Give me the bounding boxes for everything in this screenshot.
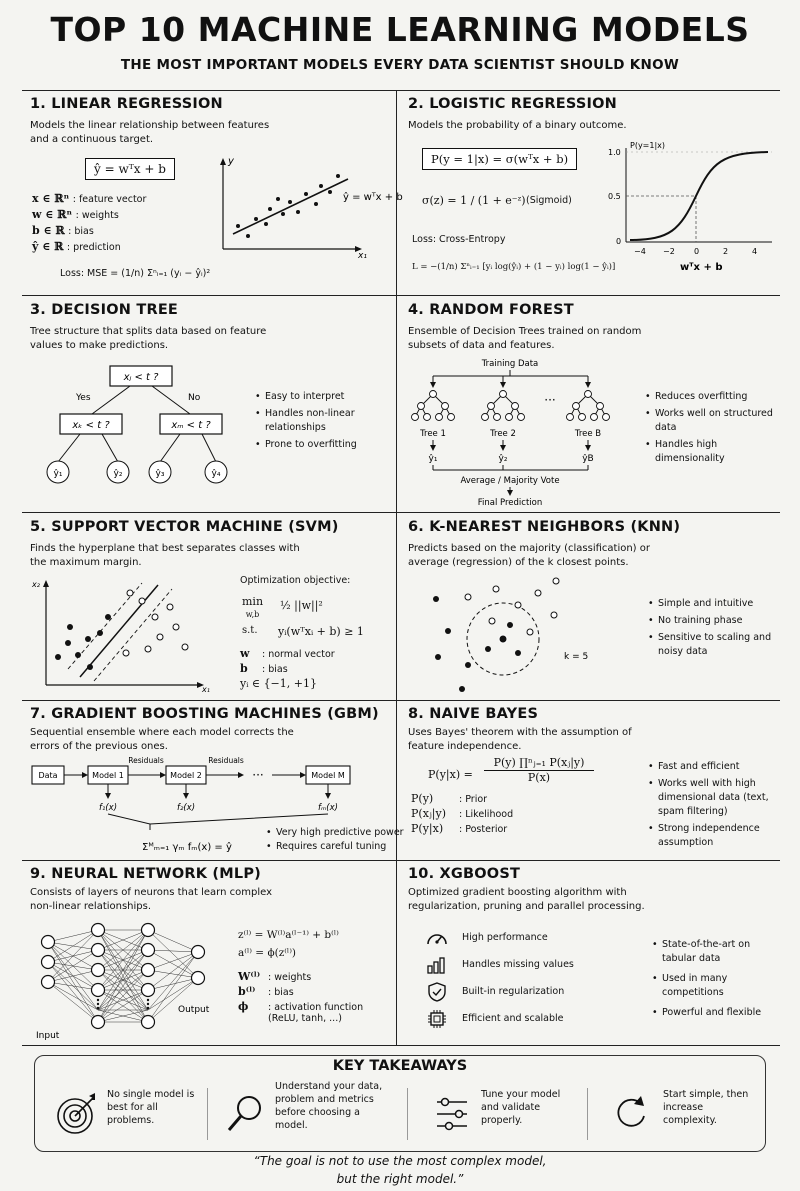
svm-panel: [30, 519, 408, 699]
x-axis-label: x₁: [358, 251, 367, 259]
neuron: [92, 924, 105, 937]
optimization-label: Optimization objective:: [240, 575, 351, 586]
neuron: [142, 924, 155, 937]
connection: [48, 982, 98, 1022]
bullet-item: • No training phase: [648, 614, 778, 628]
refresh-icon: [613, 1092, 649, 1136]
weak-learner: f₂(x): [176, 803, 196, 813]
bullet-list: [645, 390, 775, 469]
y-tick: 0: [616, 237, 622, 246]
symbol: W⁽ˡ⁾: [238, 970, 261, 983]
connection: [48, 962, 98, 1022]
symbol: ϕ: [238, 1000, 249, 1013]
key-takeaways-box: [34, 1055, 766, 1152]
ellipsis-dot: [147, 1003, 149, 1005]
x-tick: 2: [723, 247, 729, 256]
divider: [22, 295, 780, 296]
gbm-panel: [30, 706, 408, 858]
svg-text:xₘ < t ?: xₘ < t ?: [171, 420, 211, 431]
connection: [148, 930, 198, 952]
weak-learner: fₘ(x): [318, 803, 338, 813]
linear-regression-panel: [30, 96, 408, 294]
definition-row: [32, 208, 202, 221]
divider: [22, 860, 780, 861]
bullet-item: • Works well on structured data: [645, 407, 775, 435]
symbol: P(xⱼ|y): [411, 807, 447, 820]
equation: a⁽ˡ⁾ = ϕ(z⁽ˡ⁾): [238, 947, 297, 959]
definition-row: [411, 822, 561, 835]
svg-text:Data: Data: [38, 771, 58, 780]
connection: [48, 930, 98, 942]
bullet-item: • Prone to overfitting: [255, 438, 375, 452]
sigmoid-curve: [630, 152, 768, 240]
quote-line: but the right model.”: [336, 1172, 464, 1186]
definition-list: [32, 192, 202, 253]
svg-text:ŷ₃: ŷ₃: [155, 469, 165, 479]
divider: [407, 1088, 408, 1140]
tree-label: Tree B: [574, 429, 602, 439]
ellipsis: ···: [544, 393, 556, 407]
panel-description: Tree structure that splits data based on feature values to make predictions.: [30, 326, 267, 351]
weak-learner: f₁(x): [98, 803, 118, 813]
panel-description: Sequential ensemble where each model corrects the errors of the previous ones.: [30, 727, 294, 752]
layer-equations: [238, 926, 339, 962]
residuals-label: Residuals: [128, 756, 164, 765]
data-points: [236, 174, 340, 238]
definition-text: : feature vector: [72, 194, 147, 205]
class-a-points: [433, 596, 521, 692]
definition-text: : Prior: [459, 794, 488, 805]
x-axis-label: x₁: [202, 685, 210, 692]
symbol: w ∈ ℝⁿ: [32, 208, 73, 221]
line-label: ŷ = wᵀx + b: [343, 192, 403, 203]
svg-text:ŷ₂: ŷ₂: [113, 469, 123, 479]
divider: [22, 1045, 780, 1046]
loss-label: Loss: Cross-Entropy: [412, 234, 506, 245]
ellipsis: ···: [252, 768, 264, 782]
ellipsis-dot: [97, 999, 99, 1001]
definition-row: [411, 792, 561, 805]
neuron: [192, 972, 205, 985]
page-title: TOP 10 MACHINE LEARNING MODELS: [50, 10, 750, 49]
neural-network-panel: [30, 866, 408, 1044]
panel-description: Ensemble of Decision Trees trained on random subsets of data and features.: [408, 326, 642, 351]
query-point: [499, 635, 507, 643]
target-icon: [55, 1092, 99, 1136]
tree-2: [482, 391, 525, 421]
panel-title: 4. RANDOM FOREST: [408, 302, 574, 318]
prediction: ŷB: [582, 454, 594, 464]
subject-to: s.t.: [242, 625, 258, 636]
x-tick: −2: [663, 247, 675, 256]
definition-row: [32, 224, 202, 237]
tree-label: Tree 1: [420, 429, 446, 439]
page-header: [0, 0, 800, 90]
definition-text: : weights: [268, 972, 312, 983]
definition-row: [238, 1000, 398, 1013]
bullet-item: • Powerful and flexible: [652, 1006, 777, 1020]
divider: [22, 700, 780, 701]
divider: [587, 1088, 588, 1140]
regression-plot: [208, 154, 408, 259]
panel-title: 7. GRADIENT BOOSTING MACHINES (GBM): [30, 706, 379, 722]
no-label: No: [188, 393, 201, 403]
quote-line: “The goal is not to use the most complex model,: [253, 1154, 547, 1168]
definition-text: : activation function: [268, 1002, 364, 1013]
definition-list: [240, 647, 390, 690]
symbol: ŷ ∈ ℝ: [32, 240, 64, 253]
y-tick: 1.0: [608, 148, 621, 157]
residuals-label: Residuals: [208, 756, 244, 765]
definition-row: [240, 647, 390, 660]
takeaway-text: Start simple, then increase complexity.: [663, 1089, 749, 1126]
takeaway-item: [55, 1084, 215, 1144]
symbol: b⁽ˡ⁾: [238, 985, 256, 998]
shield-check-icon: [426, 982, 448, 1002]
takeaway-text: Understand your data, problem and metrics before choosing a model.: [275, 1081, 383, 1131]
key-takeaways-title: KEY TAKEAWAYS: [332, 1058, 468, 1074]
neuron: [42, 936, 55, 949]
input-label: Input: [36, 1031, 60, 1041]
definition-text: : Likelihood: [459, 809, 514, 820]
knn-plot: [418, 577, 618, 692]
neuron: [142, 964, 155, 977]
bullet-item: • Sensitive to scaling and noisy data: [648, 631, 778, 659]
activation-examples: (ReLU, tanh, ...): [268, 1013, 342, 1024]
definition-row: [240, 662, 390, 675]
feature-list: [426, 928, 626, 1036]
bullet-item: • Simple and intuitive: [648, 597, 778, 611]
divider: [22, 512, 780, 513]
formula-box: ŷ = wᵀx + b: [85, 158, 175, 180]
x-tick: 0: [694, 247, 700, 256]
panel-description: Optimized gradient boosting algorithm with regularization, pruning and parallel processing.: [408, 887, 645, 912]
bullet-item: • Requires careful tuning: [266, 840, 406, 854]
panel-description: Uses Bayes' theorem with the assumption of feature independence.: [408, 727, 632, 752]
hyperplane: [80, 585, 158, 677]
objective: ½ ||w||²: [280, 599, 323, 612]
y-tick: 0.5: [608, 192, 621, 201]
bayes-formula-lhs: P(y|x) =: [428, 768, 473, 781]
random-forest-diagram: [408, 354, 628, 509]
definition-row: [238, 985, 398, 998]
x-tick: 4: [752, 247, 758, 256]
gauge-icon: [426, 928, 448, 948]
definition-row: [238, 970, 398, 983]
sigmoid-plot: [600, 140, 780, 280]
takeaway-item: [613, 1084, 763, 1144]
loss-formula: L = −(1/n) Σⁿᵢ₌₁ [yᵢ log(ŷᵢ) + (1 − yᵢ) log(1 − ŷᵢ)]: [412, 262, 616, 272]
min-operator: min w,b: [242, 595, 264, 619]
ellipsis-dot: [147, 999, 149, 1001]
sliders-icon: [435, 1092, 471, 1136]
symbol: b: [240, 662, 248, 675]
y-axis-label: x₂: [32, 580, 40, 589]
tree-label: Tree 2: [490, 429, 516, 439]
y-axis-label: P(y=1|x): [630, 141, 666, 150]
panel-description: Finds the hyperplane that best separates classes with the maximum margin.: [30, 543, 300, 568]
feature-text: Built-in regularization: [462, 986, 565, 997]
connection: [48, 970, 98, 982]
ellipsis-dot: [97, 1007, 99, 1009]
xgboost-panel: [408, 866, 786, 1044]
class-positive-points: [123, 590, 188, 656]
neuron: [42, 956, 55, 969]
training-data-label: Training Data: [481, 359, 539, 369]
regression-line: [233, 179, 348, 234]
bullet-item: • Strong independence assumption: [648, 822, 784, 850]
panel-title: 9. NEURAL NETWORK (MLP): [30, 866, 261, 882]
svg-text:Model 1: Model 1: [92, 771, 124, 780]
bar-chart-icon: [426, 955, 448, 975]
symbol: b ∈ ℝ: [32, 224, 65, 237]
divider: [207, 1088, 208, 1140]
definition-list: [238, 970, 398, 1024]
bullet-list: [648, 760, 784, 853]
takeaway-text: Tune your model and validate properly.: [481, 1089, 561, 1126]
panel-description: Models the probability of a binary outcome.: [408, 120, 627, 131]
bullet-item: • Fast and efficient: [648, 760, 784, 774]
x-tick: −4: [634, 247, 646, 256]
svg-text:ŷ₄: ŷ₄: [211, 469, 221, 479]
x-axis-label: wᵀx + b: [680, 262, 723, 273]
ellipsis-dot: [147, 1007, 149, 1009]
yes-label: Yes: [76, 393, 91, 403]
bullet-item: • Very high predictive power: [266, 826, 406, 840]
definition-text: : Posterior: [459, 824, 508, 835]
random-forest-panel: [408, 302, 786, 510]
page-subtitle: THE MOST IMPORTANT MODELS EVERY DATA SCIENTIST SHOULD KNOW: [120, 57, 680, 73]
symbol: w: [240, 647, 250, 660]
feature-text: High performance: [462, 932, 548, 943]
neuron: [92, 944, 105, 957]
svg-text:xⱼ < t ?: xⱼ < t ?: [123, 372, 159, 383]
bullet-item: • Reduces overfitting: [645, 390, 775, 404]
label-set: yᵢ ∈ {−1, +1}: [240, 677, 317, 690]
neuron: [92, 984, 105, 997]
neuron: [142, 1016, 155, 1029]
bullet-list: [266, 826, 406, 857]
ensemble-sum: Σᴹₘ₌₁ γₘ fₘ(x) = ŷ: [142, 842, 232, 853]
logistic-regression-panel: [408, 96, 786, 294]
bullet-item: • Easy to interpret: [255, 390, 375, 404]
bullet-list: [255, 390, 375, 455]
symbol: P(y): [411, 792, 434, 805]
neural-network-diagram: [30, 922, 230, 1042]
bayes-formula-fraction: [484, 756, 594, 784]
feature-row: [426, 955, 626, 982]
neuron: [142, 984, 155, 997]
vote-label: Average / Majority Vote: [460, 476, 560, 486]
panel-description: Predicts based on the majority (classification) or average (regression) of the k closest points.: [408, 543, 650, 568]
divider: [22, 90, 780, 91]
definition-row: [411, 807, 561, 820]
panel-title: 10. XGBOOST: [408, 866, 521, 882]
numerator: P(y) ∏ⁿⱼ₌₁ P(xⱼ|y): [484, 756, 594, 771]
formula-box: P(y = 1|x) = σ(wᵀx + b): [422, 148, 577, 170]
neuron: [92, 1016, 105, 1029]
prediction: ŷ₁: [428, 454, 438, 464]
panel-title: 1. LINEAR REGRESSION: [30, 96, 223, 112]
sigmoid-label: (Sigmoid): [526, 195, 572, 206]
bullet-item: • Handles high dimensionality: [645, 438, 775, 466]
svg-text:xₖ < t ?: xₖ < t ?: [72, 420, 110, 431]
output-label: Output: [178, 1005, 210, 1015]
panel-title: 2. LOGISTIC REGRESSION: [408, 96, 617, 112]
svg-text:ŷ₁: ŷ₁: [53, 469, 63, 479]
svm-plot: [30, 577, 215, 692]
feature-row: [426, 928, 626, 955]
definition-text: : weights: [75, 210, 119, 221]
knn-panel: [408, 519, 786, 699]
definition-text: : bias: [68, 226, 94, 237]
bullet-item: • Works well with high dimensional data (text, spam filtering): [648, 777, 784, 819]
panel-description: Models the linear relationship between features and a continuous target.: [30, 120, 270, 145]
constraint: yᵢ(wᵀxᵢ + b) ≥ 1: [278, 625, 364, 638]
svg-text:Model 2: Model 2: [170, 771, 202, 780]
feature-row: [426, 982, 626, 1009]
naive-bayes-panel: [408, 706, 786, 858]
denominator: P(x): [527, 771, 551, 784]
symbol: P(y|x): [411, 822, 444, 835]
tree-b: [567, 391, 610, 421]
connection: [148, 950, 198, 952]
bullet-item: • Handles non-linear relationships: [255, 407, 375, 435]
feature-text: Handles missing values: [462, 959, 574, 970]
neuron: [192, 946, 205, 959]
bullet-item: • Used in many competitions: [652, 972, 777, 1000]
decision-tree-panel: [30, 302, 408, 510]
definition-text: : bias: [268, 987, 294, 998]
takeaway-item: [225, 1081, 395, 1144]
chip-icon: [426, 1009, 448, 1029]
bullet-item: • State-of-the-art on tabular data: [652, 938, 777, 966]
feature-row: [426, 1009, 626, 1036]
magnifier-icon: [225, 1092, 265, 1136]
panel-description: Consists of layers of neurons that learn complex non-linear relationships.: [30, 887, 272, 912]
definition-row: [32, 192, 202, 205]
y-axis-label: y: [228, 156, 234, 167]
connection: [48, 942, 98, 1022]
class-negative-points: [55, 614, 111, 670]
ellipsis-dot: [97, 1003, 99, 1005]
k-label: k = 5: [564, 652, 589, 662]
connection: [148, 952, 198, 1010]
sigmoid-formula: σ(z) = 1 / (1 + e⁻ᶻ): [422, 194, 526, 207]
neuron: [42, 976, 55, 989]
bullet-list: [648, 597, 778, 662]
loss-formula: Loss: MSE = (1/n) Σⁿᵢ₌₁ (yᵢ − ŷᵢ)²: [60, 268, 211, 279]
definition-text: : normal vector: [262, 649, 335, 660]
panel-title: 5. SUPPORT VECTOR MACHINE (SVM): [30, 519, 339, 535]
takeaway-text: No single model is best for all problems.: [107, 1089, 195, 1126]
prediction: ŷ₂: [498, 454, 508, 464]
neuron: [92, 964, 105, 977]
symbol: x ∈ ℝⁿ: [32, 192, 70, 205]
panel-title: 3. DECISION TREE: [30, 302, 179, 318]
feature-text: Efficient and scalable: [462, 1013, 564, 1024]
panel-title: 6. K-NEAREST NEIGHBORS (KNN): [408, 519, 681, 535]
decision-tree-diagram: [30, 362, 250, 487]
panel-title: 8. NAIVE BAYES: [408, 706, 539, 722]
definition-row: [32, 240, 202, 253]
svg-text:Model M: Model M: [311, 771, 345, 780]
tree-1: [412, 391, 455, 421]
definition-text: : prediction: [66, 242, 121, 253]
neuron: [142, 944, 155, 957]
equation: z⁽ˡ⁾ = W⁽ˡ⁾a⁽ˡ⁻¹⁾ + b⁽ˡ⁾: [238, 929, 339, 941]
takeaway-item: [435, 1084, 585, 1144]
connection: [48, 930, 98, 982]
closing-quote: [0, 1152, 800, 1188]
definition-list: [411, 792, 561, 835]
bullet-list: [652, 938, 777, 1023]
definition-text: : bias: [262, 664, 288, 675]
final-prediction-label: Final Prediction: [477, 498, 543, 508]
